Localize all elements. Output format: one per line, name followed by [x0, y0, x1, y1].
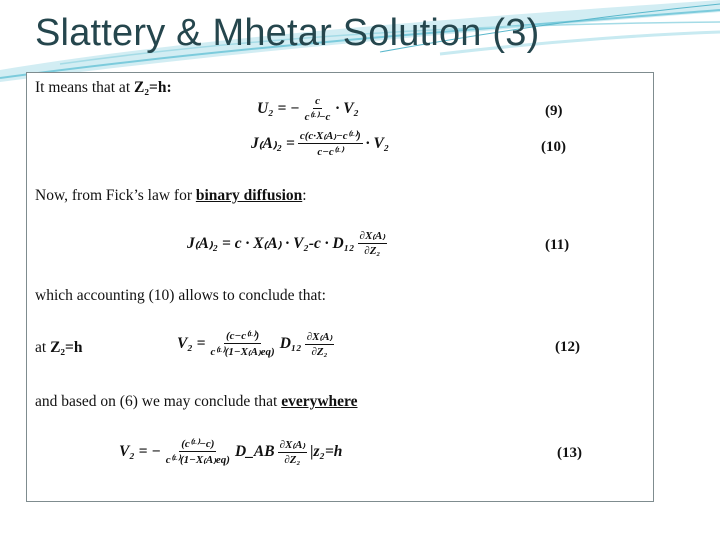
everywhere-prefix: and based on (6) we may conclude that: [35, 393, 282, 410]
fick-law-line: [35, 187, 307, 205]
eq10-number: (10): [541, 139, 566, 155]
eq9-lhs: U₂ = −: [257, 100, 300, 117]
eq13-numerator: (c⁽ᴸ⁾−c): [181, 438, 215, 450]
equation-12: [177, 329, 337, 358]
eq11-numerator: ∂X₍A₎: [359, 230, 386, 242]
condition-value: Z₂=h: [50, 339, 83, 356]
boundary-condition: Z₂=h:: [134, 79, 172, 96]
eq13-diffusivity: D_AB: [234, 442, 275, 460]
eq9-number: (9): [545, 103, 563, 119]
eq13-evaluation: |z₂=h: [310, 442, 343, 460]
eq13-lhs: V₂ = −: [119, 442, 161, 460]
eq13-derivative-denominator: ∂Z₂: [284, 453, 301, 466]
eq12-lhs: V₂ =: [177, 334, 206, 352]
intro-text: It means that at: [35, 79, 134, 96]
conclusion-line: which accounting (10) allows to conclude that:: [35, 287, 326, 304]
eq12-derivative-numerator: ∂X₍A₎: [306, 330, 333, 343]
eq12-denominator: c⁽ᴸ⁾(1−X₍A₎eq): [210, 346, 275, 358]
eq12-derivative-denominator: ∂Z₂: [311, 345, 328, 358]
condition-line: [35, 339, 83, 357]
eq13-fraction: [164, 437, 232, 466]
eq9-fraction: [303, 95, 333, 123]
eq10-rhs: · V₂: [365, 134, 390, 152]
eq10-lhs: J₍A₎₂ =: [251, 135, 295, 152]
eq12-derivative: [305, 330, 335, 358]
eq9-rhs: · V₂: [335, 100, 359, 117]
slide-title: Slattery & Mhetar Solution (3): [35, 12, 540, 54]
intro-line: [35, 79, 172, 97]
eq12-numerator: (c−c⁽ᴸ⁾): [225, 330, 260, 342]
eq12-number: (12): [555, 339, 580, 355]
equation-9: [257, 95, 359, 123]
equation-11: [187, 229, 390, 257]
eq10-fraction: [298, 129, 363, 158]
equation-13: [119, 437, 342, 466]
equation-10: [251, 129, 389, 158]
fick-colon: :: [302, 187, 307, 204]
eq13-derivative: [278, 438, 308, 466]
everywhere-emphasis: everywhere: [281, 393, 358, 410]
eq10-numerator: c(c·X₍A₎−c⁽ᴸ⁾): [299, 130, 361, 142]
fick-text: Now, from Fick’s law for: [35, 187, 196, 204]
eq10-denominator: c−c⁽ᴸ⁾: [317, 146, 344, 158]
eq11-number: (11): [545, 237, 570, 253]
eq13-derivative-numerator: ∂X₍A₎: [279, 438, 306, 451]
eq9-denominator: c⁽ᴸ⁾−c: [304, 111, 331, 123]
everywhere-line: [35, 393, 358, 411]
eq11-denominator: ∂Z₂: [364, 245, 381, 257]
eq12-fraction: [208, 329, 276, 358]
eq11-lhs: J₍A₎₂ = c · X₍A₎ · V₂-c · D₁₂: [187, 234, 355, 252]
eq13-denominator: c⁽ᴸ⁾(1−X₍A₎eq): [165, 454, 230, 466]
eq13-number: (13): [557, 445, 582, 461]
equation-image-panel: [26, 72, 654, 502]
binary-diffusion-term: binary diffusion: [195, 187, 303, 204]
eq9-numerator: c: [315, 95, 320, 107]
eq12-diffusivity: D₁₂: [279, 334, 302, 352]
condition-prefix: at: [35, 339, 51, 356]
eq11-fraction: [358, 229, 388, 257]
